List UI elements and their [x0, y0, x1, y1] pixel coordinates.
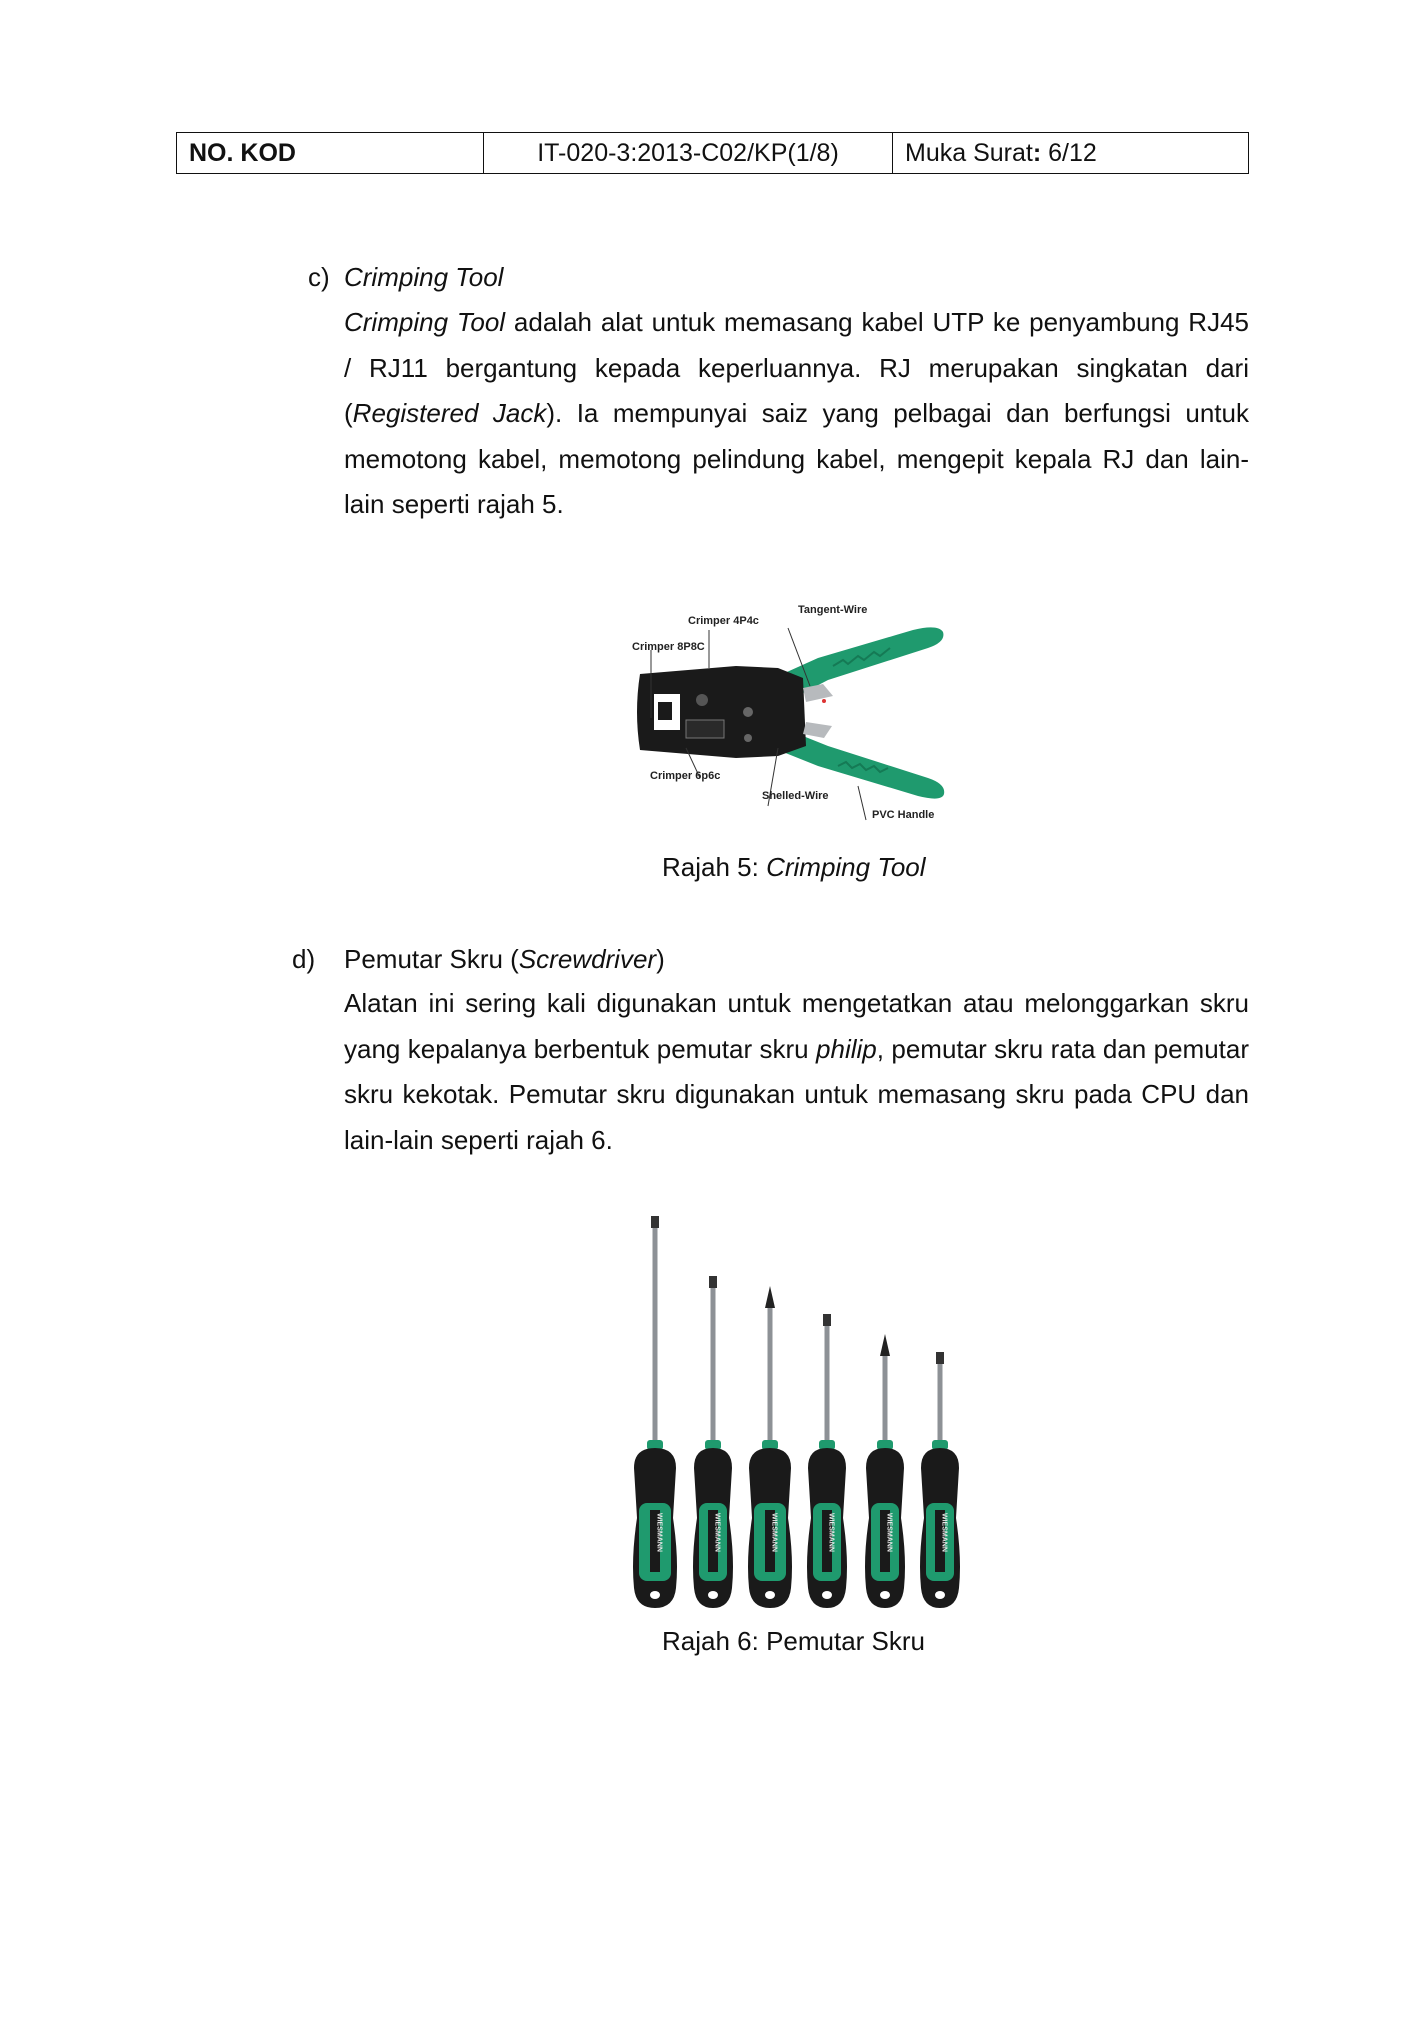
section-c-paragraph [344, 300, 1249, 528]
section-d-marker: d) [292, 944, 316, 974]
para-line: skru kekotak. Pemutar skru digunakan untuk memasang skru pada CPU dan [344, 1079, 1249, 1110]
screwdriver [633, 1216, 677, 1608]
brand-text: WIESMANN [655, 1513, 663, 1552]
crimping-tool-figure [628, 598, 978, 828]
code-value: IT-020-3:2013-C02/KP(1/8) [484, 133, 893, 174]
screwdriver [748, 1286, 792, 1608]
hang-hole [935, 1591, 945, 1599]
figure-5-caption: Rajah 5: Crimping Tool [662, 852, 926, 882]
hang-hole [650, 1591, 660, 1599]
brand-text: WIESMANN [885, 1513, 893, 1552]
section-c-title: Crimping Tool [344, 262, 504, 292]
para-line: / RJ11 bergantung kepada keperluannya. RJ merupakan singkatan dari [344, 352, 1249, 383]
screwdrivers-figure [620, 1210, 980, 1610]
shaft [825, 1314, 830, 1448]
page-value: 6/12 [1048, 138, 1097, 167]
document-header-table [176, 132, 1249, 174]
label-pvc-handle: PVC Handle [872, 809, 935, 821]
page-label: Muka Surat [905, 138, 1033, 167]
hang-hole [765, 1591, 775, 1599]
screwdriver [693, 1276, 733, 1608]
hang-hole [880, 1591, 890, 1599]
figure-6-caption: Rajah 6: Pemutar Skru [662, 1626, 926, 1656]
section-d-title: Pemutar Skru (Screwdriver) [344, 944, 665, 974]
brand-text: WIESMANN [827, 1513, 835, 1552]
label-crimper-8p8c: Crimper 8P8C [632, 641, 705, 653]
flat-tip [709, 1276, 717, 1288]
para-line: yang kepalanya berbentuk pemutar skru philip, pemutar skru rata dan pemutar [344, 1033, 1250, 1064]
phillips-tip [880, 1334, 890, 1356]
shaft [653, 1216, 658, 1448]
para-line: (Registered Jack). Ia mempunyai saiz yang pelbagai dan berfungsi untuk [344, 398, 1249, 429]
screwdriver [865, 1334, 905, 1608]
para-line: lain seperti rajah 5. [344, 489, 564, 520]
screwdriver [807, 1314, 847, 1608]
para-line: Alatan ini sering kali digunakan untuk mengetatkan atau melonggarkan skru [344, 988, 1249, 1018]
para-line: lain-lain seperti rajah 6. [344, 1124, 613, 1155]
brand-text: WIESMANN [770, 1513, 778, 1552]
para-line: memotong kabel, memotong pelindung kabel, mengepit kepala RJ dan lain- [344, 443, 1249, 474]
code-label: NO. KOD [177, 133, 484, 174]
section-c-marker: c) [308, 262, 330, 292]
shaft [768, 1298, 773, 1448]
label-crimper-4p4c: Crimper 4P4c [688, 615, 759, 627]
label-crimper-6p6c: Crimper 6p6c [650, 770, 721, 782]
screwdriver [920, 1352, 960, 1608]
flat-tip [823, 1314, 831, 1326]
brand-text: WIESMANN [713, 1513, 721, 1552]
flat-tip [651, 1216, 659, 1228]
hang-hole [708, 1591, 718, 1599]
label-tangent-wire: Tangent-Wire [798, 604, 868, 616]
para-line: Crimping Tool adalah alat untuk memasang kabel UTP ke penyambung RJ45 [344, 307, 1249, 337]
shaft [938, 1352, 943, 1448]
hang-hole [822, 1591, 832, 1599]
shaft [711, 1276, 716, 1448]
phillips-tip [765, 1286, 775, 1308]
flat-tip [936, 1352, 944, 1364]
label-shelled-wire: Shelled-Wire [762, 790, 829, 802]
page-number: Muka Surat: 6/12 [893, 133, 1249, 174]
brand-text: WIESMANN [940, 1513, 948, 1552]
section-d-paragraph [344, 981, 1249, 1163]
shaft [883, 1346, 888, 1448]
